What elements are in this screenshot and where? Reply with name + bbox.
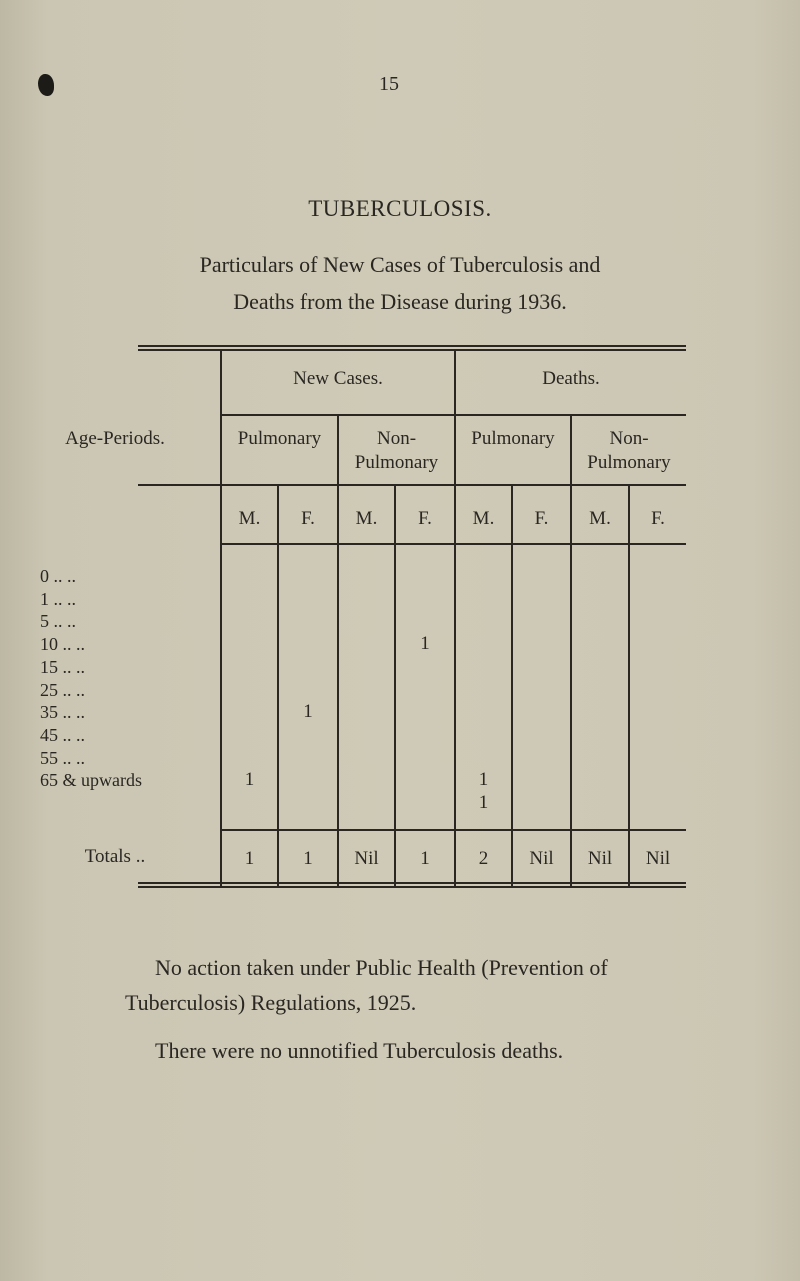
col-rule-new-nonpulm [337, 414, 339, 886]
total-deaths-pulm-f: Nil [529, 848, 554, 869]
col-rule-deaths-nonpulm [570, 414, 572, 886]
cell-deaths-pulm-m-65: 1 [478, 792, 489, 813]
total-deaths-nonpulm-m: Nil [587, 848, 613, 869]
cell-new-pulm-m-55: 1 [244, 769, 255, 790]
total-new-pulm-m: 1 [244, 848, 255, 869]
header-new-nonpulm-line1: Non- [376, 428, 417, 449]
age-period: 0 .. .. [40, 566, 76, 586]
rule-below-sex [220, 543, 686, 545]
note-regulations-line-2: Tuberculosis) Regulations, 1925. [125, 990, 417, 1015]
header-new-nonpulm-line2: Pulmonary [354, 452, 439, 473]
sex-header-m: M. [472, 508, 495, 529]
note-unnotified-deaths: There were no unnotified Tuberculosis deaths. [155, 1038, 564, 1063]
header-deaths-nonpulm-line2: Pulmonary [587, 452, 671, 473]
cell-deaths-pulm-m-55: 1 [478, 769, 489, 790]
header-deaths-nonpulm-line1: Non- [609, 428, 649, 449]
sex-header-f: F. [534, 508, 549, 529]
page-title: TUBERCULOSIS. [308, 196, 492, 221]
sex-header-f: F. [418, 508, 432, 529]
page-number: 15 [379, 73, 399, 95]
rule-below-groups [220, 414, 686, 416]
age-period: 15 .. .. [40, 656, 85, 677]
header-deaths-pulmonary: Pulmonary [471, 428, 555, 449]
age-period: 1 .. .. [40, 588, 76, 609]
col-rule-new-pulm-mf [277, 484, 279, 886]
col-rule-deaths-pulm-mf [511, 484, 513, 886]
rule-above-totals [220, 829, 686, 831]
total-new-pulm-f: 1 [303, 848, 313, 869]
totals-label: Totals .. [84, 846, 146, 867]
cell-new-pulm-f-25: 1 [303, 701, 313, 722]
sex-header-m: M. [238, 508, 261, 529]
age-period: 35 .. .. [40, 702, 85, 723]
age-period: 25 .. .. [40, 679, 85, 700]
total-deaths-pulm-m: 2 [478, 848, 489, 869]
age-period: 55 .. .. [40, 747, 85, 768]
total-deaths-nonpulm-f: Nil [645, 848, 671, 869]
sex-header-f: F. [301, 508, 315, 529]
cell-new-nonpulm-f-10: 1 [420, 633, 430, 654]
header-deaths: Deaths. [542, 368, 600, 389]
sex-header-m: M. [355, 508, 378, 529]
age-period: 65 & upwards [40, 770, 142, 791]
age-period: 45 .. .. [40, 724, 85, 745]
total-new-nonpulm-f: 1 [420, 848, 430, 869]
header-age-periods: Age-Periods. [65, 428, 165, 449]
age-period-list [40, 565, 220, 792]
header-new-cases: New Cases. [293, 368, 383, 389]
header-new-pulmonary: Pulmonary [237, 428, 322, 449]
sex-header-m: M. [589, 508, 611, 529]
subtitle-line-2: Deaths from the Disease during 1936. [233, 289, 567, 314]
table-top-rule [138, 345, 686, 347]
subtitle-line-1: Particulars of New Cases of Tuberculosis and [199, 252, 601, 277]
age-period: 5 .. .. [40, 611, 76, 632]
total-new-nonpulm-m: Nil [354, 848, 379, 869]
table-bottom-rule-2 [138, 886, 686, 888]
col-rule-new-nonpulm-mf [394, 484, 396, 886]
sex-header-f: F. [651, 508, 665, 529]
note-regulations-line-1: No action taken under Public Health (Prevention of [155, 955, 608, 980]
age-period: 10 .. .. [40, 634, 85, 655]
col-rule-deaths-nonpulm-mf [628, 484, 630, 886]
